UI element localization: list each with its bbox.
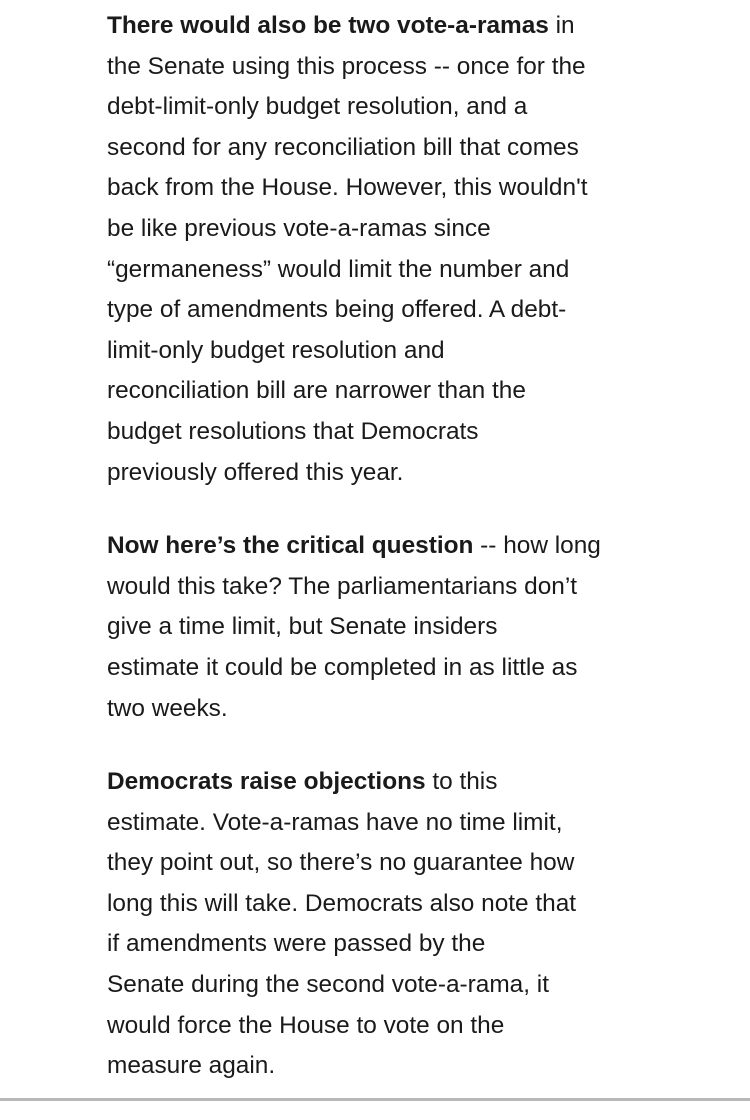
paragraph-democrats-objections	[107, 762, 667, 1087]
text-line: the Senate using this process -- once for the	[107, 52, 586, 80]
text-line: Senate during the second vote-a-rama, it	[107, 971, 549, 999]
text-line: give a time limit, but Senate insiders	[107, 613, 498, 641]
text-line: second for any reconciliation bill that comes	[107, 133, 579, 161]
text-line: budget resolutions that Democrats	[107, 417, 479, 445]
paragraph-vote-a-ramas	[107, 6, 667, 493]
text-line	[107, 6, 667, 47]
text-line	[107, 762, 667, 803]
paragraph-lead: Now here’s the critical question	[107, 532, 474, 560]
article-body	[107, 6, 667, 1120]
text-fragment: -- how long	[473, 532, 601, 560]
text-line: type of amendments being offered. A debt-	[107, 296, 567, 324]
paragraph-lead: There would also be two vote-a-ramas	[107, 12, 549, 39]
text-line: debt-limit-only budget resolution, and a	[107, 93, 528, 121]
text-line: be like previous vote-a-ramas since	[107, 214, 491, 242]
text-line	[107, 526, 667, 567]
text-line: if amendments were passed by the	[107, 930, 486, 958]
text-line: previously offered this year.	[107, 458, 404, 486]
paragraph-lead: Democrats raise objections	[107, 768, 426, 796]
text-line: would this take? The parliamentarians don’t	[107, 572, 578, 600]
text-line: “germaneness” would limit the number and	[107, 255, 570, 283]
text-line: measure again.	[107, 1052, 276, 1080]
text-line: limit-only budget resolution and	[107, 336, 445, 364]
text-line: back from the House. However, this wouldn't	[107, 174, 588, 202]
text-line: two weeks.	[107, 694, 228, 722]
text-line: would force the House to vote on the	[107, 1011, 505, 1039]
text-line: reconciliation bill are narrower than the	[107, 377, 526, 405]
text-fragment: in	[548, 12, 575, 39]
text-line: estimate. Vote-a-ramas have no time limit,	[107, 808, 563, 836]
text-line: estimate it could be completed in as little as	[107, 653, 578, 681]
text-line: they point out, so there’s no guarantee how	[107, 849, 575, 877]
text-fragment: to this	[425, 768, 498, 796]
paragraph-critical-question	[107, 526, 667, 729]
text-line: long this will take. Democrats also note that	[107, 889, 577, 917]
